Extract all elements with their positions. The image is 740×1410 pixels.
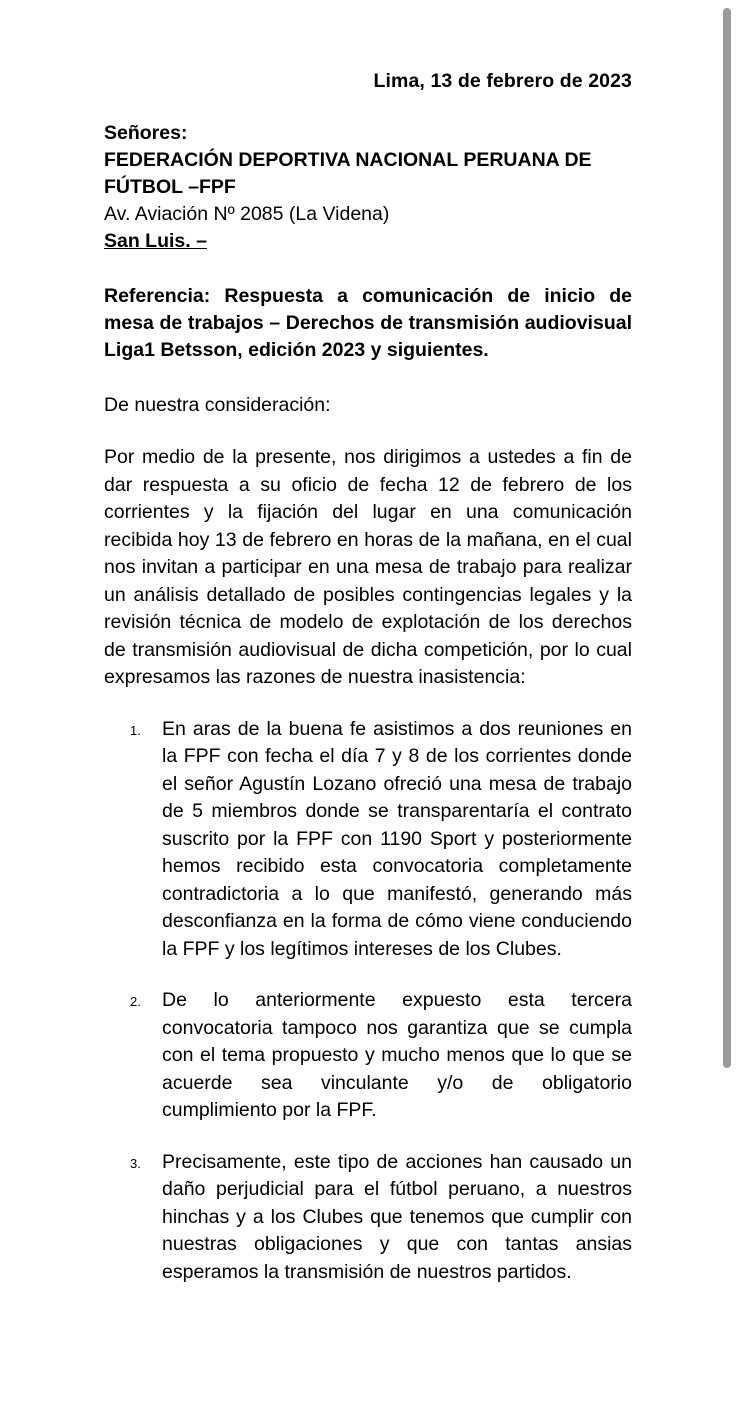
document-date: Lima, 13 de febrero de 2023 [373, 70, 632, 92]
addressee-line-4: San Luis. – [104, 230, 207, 252]
list-item: De lo anteriormente expuesto esta tercera convocatoria tampoco nos garantiza que se cumpla con el tema propuesto y mucho menos que lo que se acuerde sea vinculante y/o de obligatorio cumplimiento por la FPF. [162, 989, 632, 1121]
reference-label: Referencia: [104, 285, 211, 307]
addressee-line-1: Señores: [104, 122, 188, 144]
scrollbar-thumb[interactable] [723, 8, 731, 1068]
list-item: En aras de la buena fe asistimos a dos reuniones en la FPF con fecha el día 7 y 8 de los corrientes donde el señor Agustín Lozano ofreció una mesa de trabajo de 5 miembros donde se transparentaría el contrato suscrito por la FPF con 1190 Sport y posteriormente hemos recibido esta convocatoria completamente contradictoria a lo que manifestó, generando más desconfianza en la forma de cómo viene conduciendo la FPF y los legítimos intereses de los Clubes. [162, 717, 632, 960]
addressee-block [104, 120, 632, 255]
salutation: De nuestra consideración: [104, 394, 331, 416]
addressee-line-3: Av. Aviación Nº 2085 (La Videna) [104, 203, 390, 225]
reference-text: Respuesta a comunicación de inicio de mesa de trabajos – Derechos de transmisión audiovisual Liga1 Betsson, edición 2023 y siguientes. [104, 285, 633, 361]
numbered-list [104, 716, 632, 1287]
reference-block [104, 283, 632, 364]
addressee-line-2: FEDERACIÓN DEPORTIVA NACIONAL PERUANA DE FÚTBOL –FPF [104, 149, 592, 198]
list-item: Precisamente, este tipo de acciones han causado un daño perjudicial para el fútbol peruano, a nuestros hinchas y a los Clubes que tenemos que cumplir con nuestras obligaciones y que con tantas ansias esperamos la transmisión de nuestros partidos. [162, 1150, 632, 1283]
intro-paragraph: Por medio de la presente, nos dirigimos a ustedes a fin de dar respuesta a su oficio de fecha 12 de febrero de los corrientes y la fijación del lugar en una comunicación recibida hoy 13 de febrero en horas de la mañana, en el cual nos invitan a participar en una mesa de trabajo para realizar un análisis detallado de posibles contingencias legales y la revisión técnica de modelo de explotación de los derechos de transmisión audiovisual de dicha competición, por lo cual expresamos las razones de nuestra inasistencia: [104, 446, 632, 688]
scrollbar[interactable] [714, 0, 740, 1410]
